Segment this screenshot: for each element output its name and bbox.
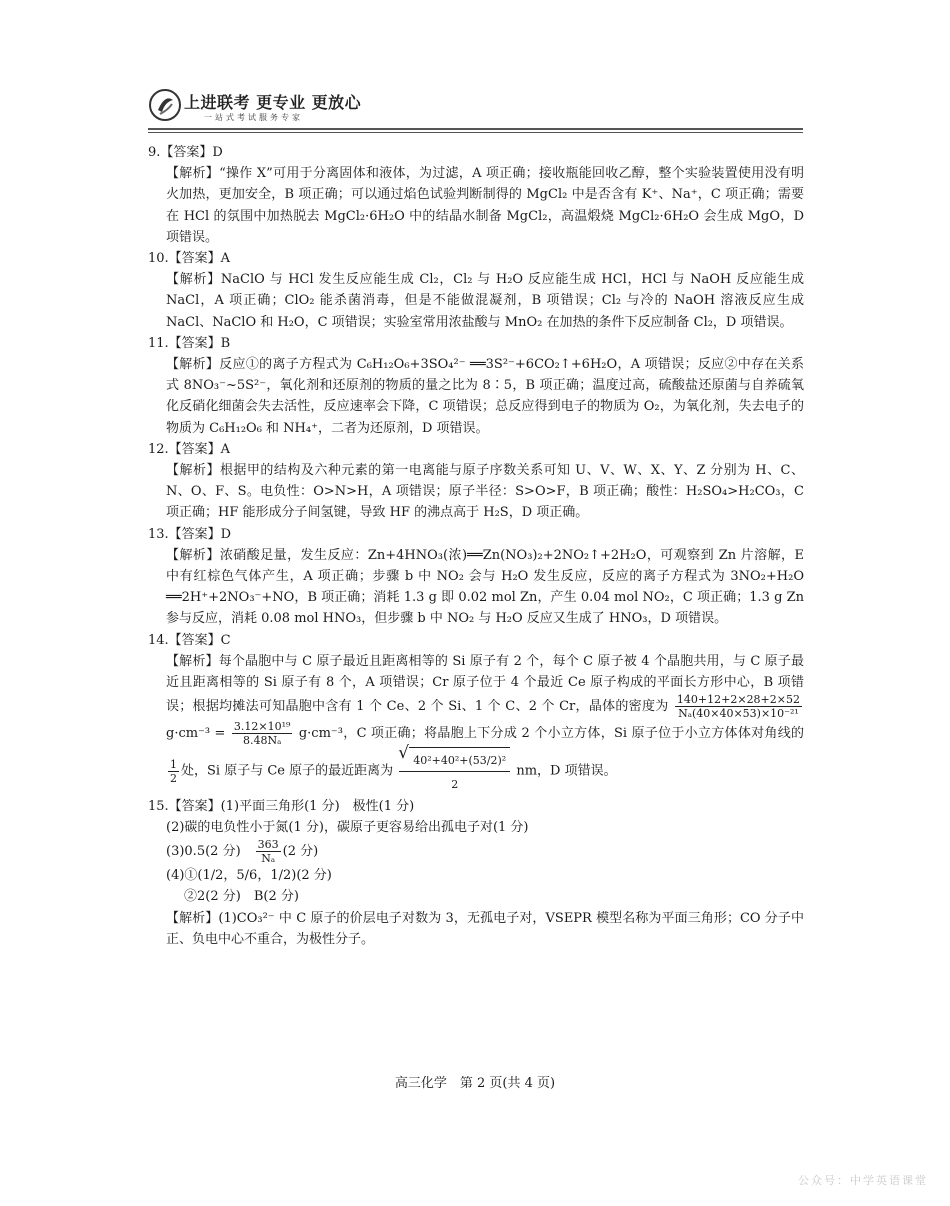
question-9 [148, 142, 804, 248]
unit-text: g·cm⁻³ = [166, 726, 226, 742]
sub-answer-text: (3)0.5(2 分) [166, 844, 254, 860]
brand-subtitle: 一站式考试服务专家 [204, 113, 303, 122]
page-footer: 高三化学 第 2 页(共 4 页) [394, 1076, 556, 1091]
fraction-numerator: 363 [257, 838, 279, 852]
radicand: √ 40²+40²+(53/2)² [409, 747, 510, 771]
question-11 [148, 333, 804, 439]
answer-content [148, 142, 804, 950]
answer-line: 15.【答案】(1)平面三角形(1 分) 极性(1 分) [148, 798, 415, 814]
watermark: 公众号：中学英语课堂 [798, 1174, 928, 1187]
sub-answer-text: (2 分) [282, 844, 319, 860]
explanation: 【解析】“操作 X”可用于分离固体和液体，为过滤，A 项正确；接收瓶能回收乙醇，整个实验装置使用没有明火加热，更加安全，B 项正确；可以通过焰色试验判断制得的 MgCl₂ 中是否含有 K⁺、Na⁺，C 项正确；需要在 HCl 的氛围中加热脱去 MgCl₂·6H₂O 中的结晶水制备 MgCl₂，高温煅烧 MgCl₂·6H₂O 会生成 MgO，D 项错误。 [166, 166, 804, 245]
fraction-numerator: 140+12+2×28+2×52 [676, 693, 800, 707]
brand-logo-icon [148, 88, 182, 122]
explanation: 【解析】根据甲的结构及六种元素的第一电离能与原子序数关系可知 U、V、W、X、Y、Z 分别为 H、C、N、O、F、S。电负性：O>N>H，A 项错误；原子半径：S>O>F，B 项正确；酸性：H₂SO₄>H₂CO₃，C 项正确；HF 能形成分子间氢键，导致 HF 的沸点高于 H₂S，D 项正确。 [166, 463, 804, 521]
fraction-numerator: 3.12×10¹⁹ [233, 720, 291, 734]
header-divider-thin [148, 132, 803, 133]
density-fraction [675, 693, 802, 720]
fraction-denominator: 2 [170, 771, 177, 785]
header-divider [148, 128, 803, 130]
explanation-text: nm，D 项错误。 [512, 763, 617, 779]
fraction-denominator: Nₐ(40×40×53)×10⁻²¹ [678, 707, 799, 721]
explanation: 【解析】NaClO 与 HCl 发生反应能生成 Cl₂，Cl₂ 与 H₂O 反应能生成 HCl，HCl 与 NaOH 反应能生成 NaCl，A 项正确；ClO₂ 能杀菌消毒，但是不能做混凝剂，B 项错误；Cl₂ 与冷的 NaOH 溶液反应生成 NaCl、NaClO 和 H₂O，C 项错误；实验室常用浓盐酸与 MnO₂ 在加热的条件下反应制备 Cl₂，D 项错误。 [166, 272, 804, 330]
half-fraction [168, 758, 179, 785]
fraction-denominator: Nₐ [261, 852, 276, 866]
question-10 [148, 248, 804, 333]
explanation: 【解析】(1)CO₃²⁻ 中 C 原子的价层电子对数为 3，无孤电子对，VSEPR 模型名称为平面三角形；CO 分子中正、负电中心不重合，为极性分子。 [166, 910, 804, 947]
sub-answer-4b: ②2(2 分) B(2 分) [184, 889, 299, 905]
explanation-text: 处，Si 原子与 Ce 原子的最近距离为 [181, 763, 394, 779]
distance-formula [399, 747, 510, 795]
answer-line: 9.【答案】D [148, 145, 223, 160]
molar-fraction [256, 838, 281, 865]
question-12 [148, 439, 804, 524]
page-header [148, 84, 803, 134]
question-14 [148, 630, 804, 796]
explanation-text: 【解析】每个晶胞中与 C 原子最近且距离相等的 Si 原子有 2 个，每个 C 原子被 4 个晶胞共用，与 C 原子最近且距离相等的 Si 原子有 8 个，A 项错误；Cr 原子位于 4 个最近 Ce 原子构成的平面长方形中心，B 项错误；根据均摊法可知晶胞中含有 1 个 Ce、2 个 Si、1 个 C、2 个 Cr，晶体的密度为 [166, 653, 804, 715]
answer-line: 13.【答案】D [148, 526, 232, 542]
answer-line: 11.【答案】B [148, 335, 231, 351]
fraction-numerator: 1 [170, 757, 177, 771]
fraction-denominator: 8.48Nₐ [242, 734, 282, 748]
answer-line: 14.【答案】C [148, 632, 231, 648]
answer-line: 10.【答案】A [148, 251, 231, 267]
sub-answer-4: (4)①(1/2，5/6，1/2)(2 分) [166, 868, 332, 884]
explanation [148, 651, 804, 796]
explanation: 【解析】反应①的离子方程式为 C₆H₁₂O₆+3SO₄²⁻ ══3S²⁻+6CO₂↑+6H₂O，A 项错误；反应②中存在关系式 8NO₃⁻~5S²⁻，氧化剂和还原剂的物质的量之比为 8∶5，B 项正确；温度过高，硫酸盐还原菌与自养硫氧化反硝化细菌会失去活性，反应速率会下降，C 项错误；总反应得到电子的物质为 O₂，为氧化剂，失去电子的物质为 C₆H₁₂O₆ 和 NH₄⁺，二者为还原剂，D 项错误。 [166, 357, 804, 436]
sub-answer-3 [148, 838, 804, 865]
density-value-fraction [232, 720, 293, 747]
sub-answer-2: (2)碳的电负性小于氮(1 分)，碳原子更容易给出孤电子对(1 分) [166, 819, 529, 835]
fraction-denominator: 2 [399, 771, 510, 795]
question-15 [148, 796, 804, 950]
explanation-text: g·cm⁻³，C 项正确；将晶胞上下分成 2 个小立方体，Si 原子位于小立方体体对角线的 [294, 726, 804, 742]
answer-line: 12.【答案】A [148, 441, 231, 457]
question-13 [148, 524, 804, 630]
brand-title: 上进联考 更专业 更放心 [184, 93, 362, 112]
explanation: 【解析】浓硝酸足量，发生反应：Zn+4HNO₃(浓)══Zn(NO₃)₂+2NO₂↑+2H₂O，可观察到 Zn 片溶解，E 中有红棕色气体产生，A 项正确；步骤 b 中 NO₂ 会与 H₂O 发生反应，反应的离子方程式为 3NO₂+H₂O ══2H⁺+2NO₃⁻+NO，B 项正确；消耗 1.3 g 即 0.02 mol Zn，产生 0.04 mol NO₂，C 项正确；1.3 g Zn 参与反应，消耗 0.08 mol HNO₃，但步骤 b 中 NO₂ 与 H₂O 反应又生成了 HNO₃，D 项错误。 [166, 547, 804, 627]
